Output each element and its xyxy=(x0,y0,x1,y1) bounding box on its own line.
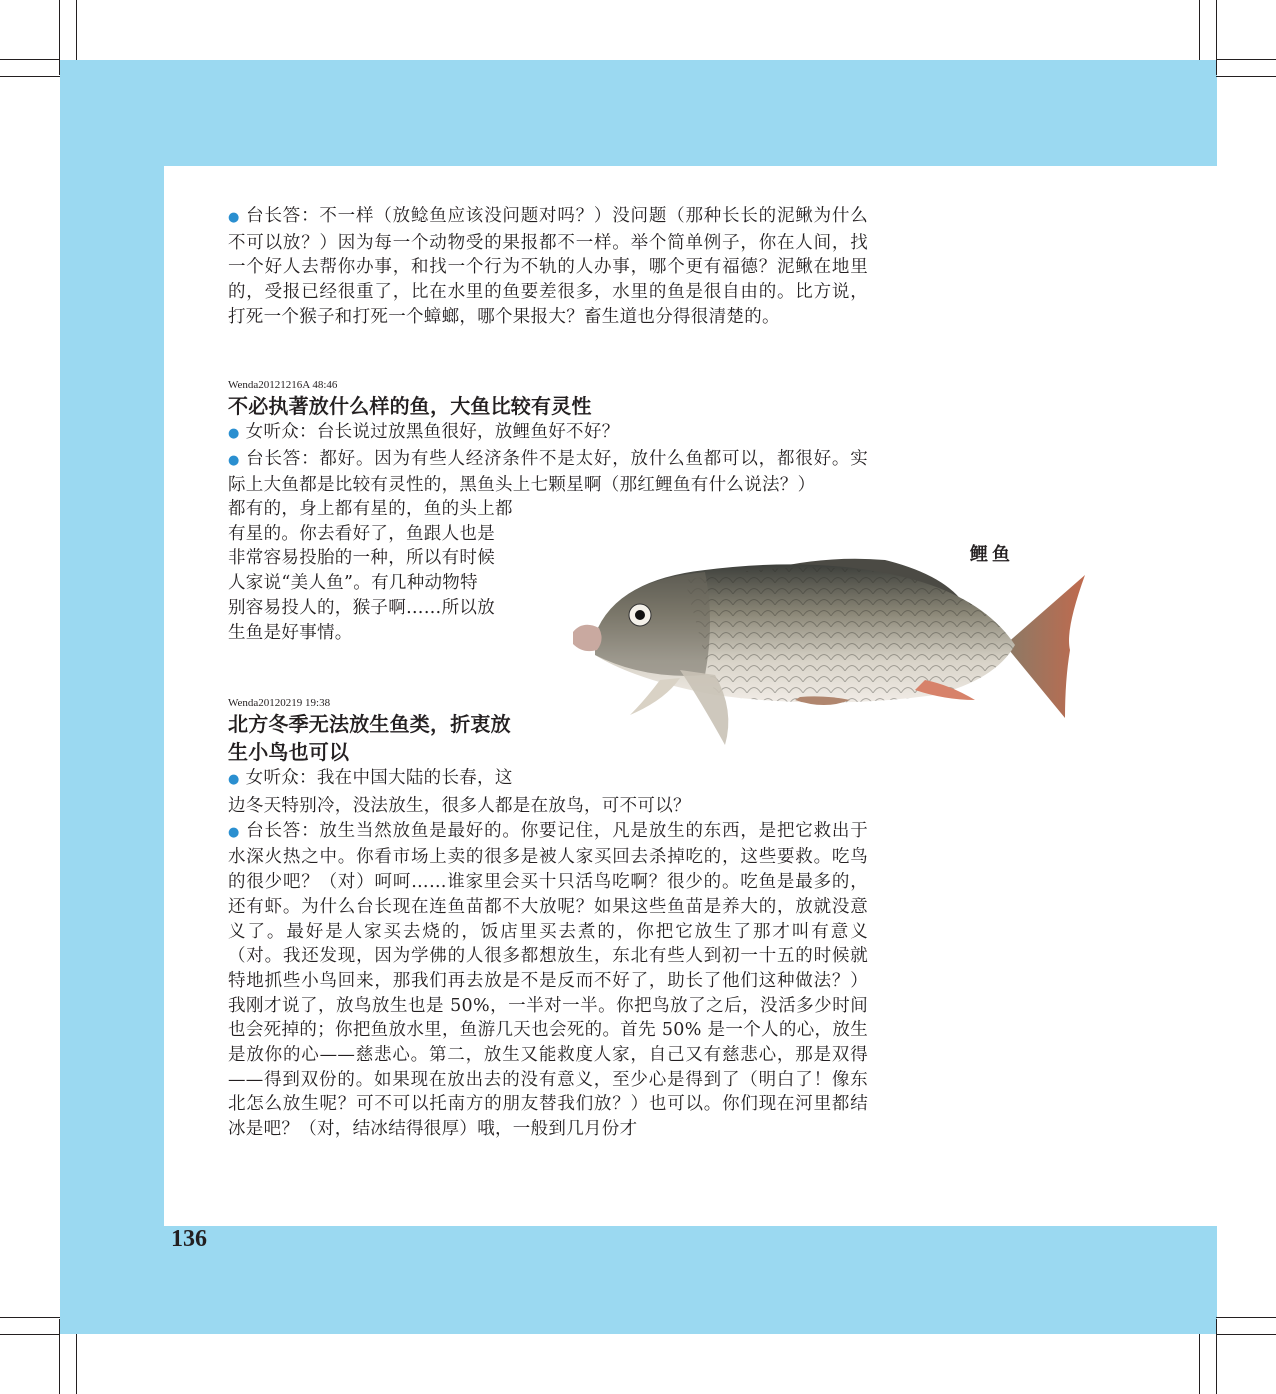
bullet-icon: ● xyxy=(228,210,241,225)
recording-timestamp: Wenda20120219 19:38 xyxy=(228,697,331,709)
crop-mark xyxy=(1216,1317,1276,1318)
crop-mark xyxy=(0,1334,60,1335)
bullet-icon: ● xyxy=(228,426,240,441)
crop-mark xyxy=(1216,0,1217,75)
crop-mark xyxy=(76,0,77,60)
bottom-band xyxy=(60,1226,1217,1334)
question-line: ● 女听众：我在中国大陆的长春，这 xyxy=(228,768,513,788)
text-line: 都有的，身上都有星的，鱼的头上都 xyxy=(228,499,513,519)
section-2-body xyxy=(228,794,868,1142)
answer-paragraph: ● 台长答：放生当然放鱼是最好的。你要记住，凡是放生的东西，是把它救出于水深火热之中。你看市场上卖的很多是被人家买回去杀掉吃的，这些要救。吃鸟的很少吧？（对）呵呵……谁家里会买十只活鸟吃啊？很少的。吃鱼是最多的，还有虾。为什么台长现在连鱼苗都不大放呢？如果这些鱼苗是养大的，放就没意义了。最好是人家买去烧的，饭店里买去煮的，你把它放生了那才叫有意义（对。我还发现，因为学佛的人很多都想放生，东北有些人到初一十五的时候就特地抓些小鸟回来，那我们再去放是不是反而不好了，助长了他们这种做法？）我刚才说了，放鸟放生也是 50%，一半对一半。你把鸟放了之后，没活多少时间也会死掉的；你把鱼放水里，鱼游几天也会死的。首先 50% 是一个人的心，放生是放你的心——慈悲心。第二，放生又能救度人家，自己又有慈悲心，那是双得——得到双份的。如果现在放出去的没有意义，至少心是得到了（明白了！像东北怎么放生呢？可不可以托南方的朋友替我们放？）也可以。你们现在河里都结冰是吧？（对，结冰结得很厚）哦，一般到几月份才 xyxy=(228,820,868,1140)
section-heading-line: 生小鸟也可以 xyxy=(228,740,350,764)
text-line: 非常容易投胎的一种，所以有时候 xyxy=(228,548,495,569)
crop-mark xyxy=(76,1334,77,1394)
crop-mark xyxy=(1199,0,1200,60)
question-paragraph: ● 女听众：台长说过放黑鱼很好，放鲤鱼好不好？ xyxy=(228,422,620,442)
crop-mark xyxy=(0,1317,60,1318)
left-band xyxy=(60,60,164,1334)
section-heading-line: 北方冬季无法放生鱼类，折衷放 xyxy=(228,712,511,736)
crop-mark xyxy=(1216,59,1276,60)
answer-continuation xyxy=(228,497,548,645)
crop-mark xyxy=(0,59,60,60)
section-heading: 不必执著放什么样的鱼，大鱼比较有灵性 xyxy=(228,394,592,418)
section-1 xyxy=(228,378,868,498)
text-line: 生鱼是好事情。 xyxy=(228,622,353,643)
answer-paragraph: ● 台长答：都好。因为有些人经济条件不是太好，放什么鱼都可以，都很好。实际上大鱼都是比较有灵性的，黑鱼头上七颗星啊（那红鲤鱼有什么说法？） xyxy=(228,448,868,496)
crop-mark xyxy=(1216,76,1276,77)
crop-mark xyxy=(1199,1334,1200,1394)
text-line: 人家说“美人鱼”。有几种动物特 xyxy=(228,573,478,594)
crop-mark xyxy=(59,1319,60,1394)
bullet-icon: ● xyxy=(228,824,241,840)
crop-mark xyxy=(1216,1319,1217,1394)
crop-mark xyxy=(0,76,60,77)
page-number: 136 xyxy=(171,1226,207,1252)
paragraph: ● 台长答：不一样（放鲶鱼应该没问题对吗？）没问题（那种长长的泥鳅为什么不可以放？）因为每一个动物受的果报都不一样。举个简单例子，你在人间，找一个好人去帮你办事，和找一个行为不轨的人办事，哪个更有福德？泥鳅在地里的，受报已经很重了，比在水里的鱼要差很多，水里的鱼是很自由的。比方说，打死一个猴子和打死一个蟑螂，哪个果报大？畜生道也分得很清楚的。 xyxy=(228,206,868,327)
answer-block-1 xyxy=(228,204,868,330)
recording-timestamp: Wenda20121216A 48:46 xyxy=(228,379,338,391)
text-line: 别容易投人的，猴子啊……所以放 xyxy=(228,597,495,618)
question-continuation: 边冬天特别冷，没法放生，很多人都是在放鸟，可不可以？ xyxy=(228,796,691,816)
bullet-icon: ● xyxy=(228,452,241,468)
section-2-header xyxy=(228,696,548,793)
crop-mark xyxy=(1216,1334,1276,1335)
bullet-icon: ● xyxy=(228,772,240,787)
image-caption: 鲤鱼 xyxy=(970,544,1014,565)
top-band xyxy=(60,60,1217,166)
text-line: 有星的。你去看好了，鱼跟人也是 xyxy=(228,523,495,544)
crop-mark xyxy=(59,0,60,75)
carp-fish-image xyxy=(565,550,1095,755)
